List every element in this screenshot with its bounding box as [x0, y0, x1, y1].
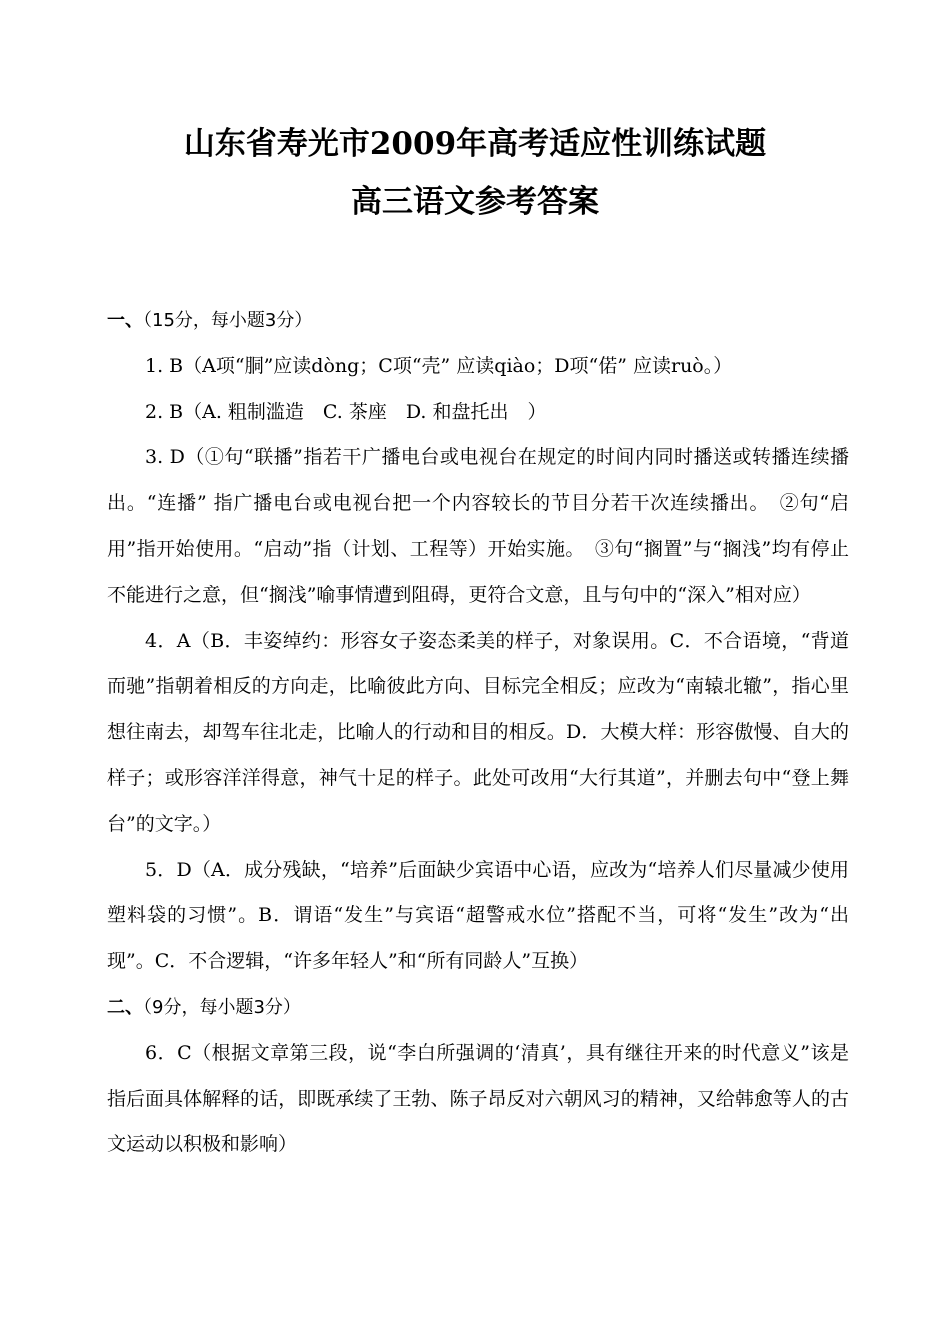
answer-item-4: 4．A（B．丰姿绰约：形容女子姿态柔美的样子，对象误用。C．不合语境，“背道而驰”指朝着相反的方向走，比喻彼此方向、目标完全相反；应改为“南辕北辙”，指心里想往南去，却驾车往北走，比喻人的行动和目的相反。D．大模大样：形容傲慢、自大的样子；或形容洋洋得意，神气十足的样子。此处可改用“大行其道”，并删去句中“登上舞台”的文字。） — [107, 629, 849, 835]
answer-item-2: 2. B（A. 粗制滥造 C. 茶座 D. 和盘托出 ） — [145, 400, 547, 423]
section-heading-1 — [107, 298, 849, 344]
document-title: 山东省寿光市2009年高考适应性训练试题 — [183, 126, 767, 162]
section-note: （15分，每小题3分） — [143, 310, 313, 331]
section-note: （9分，每小题3分） — [143, 996, 301, 1018]
answer-item-6: 6．C（根据文章第三段，说“李白所强调的‘清真’，具有继往开来的时代意义”该是指后面具体解释的话，即既承续了王勃、陈子昂反对六朝风习的精神，又给韩愈等人的古文运动以积极和影响） — [107, 1041, 849, 1156]
section-number: 二、 — [107, 996, 143, 1018]
section-number: 一、 — [107, 310, 143, 331]
document-subtitle: 高三语文参考答案 — [351, 184, 599, 220]
answer-item-1: 1. B（A项“胴”应读dòng；C项“壳” 应读qiào；D项“偌” 应读ruò。） — [145, 354, 733, 377]
answer-body — [107, 298, 849, 1168]
answer-item-5: 5．D（A．成分残缺，“培养”后面缺少宾语中心语，应改为“培养人们尽量减少使用塑料袋的习惯”。B．谓语“发生”与宾语“超警戒水位”搭配不当，可将“发生”改为“出现”。C．不合逻辑，“许多年轻人”和“所有同龄人”互换） — [107, 858, 849, 973]
section-heading-2 — [107, 985, 849, 1031]
answer-item-3: 3. D（①句“联播”指若干广播电台或电视台在规定的时间内同时播送或转播连续播出。“连播” 指广播电台或电视台把一个内容较长的节目分若干次连续播出。 ②句“启用”指开始使用。“启动”指（计划、工程等）开始实施。 ③句“搁置”与“搁浅”均有停止不能进行之意，但“搁浅”喻事情遭到阻碍，更符合文意，且与句中的“深入”相对应） — [107, 446, 849, 606]
